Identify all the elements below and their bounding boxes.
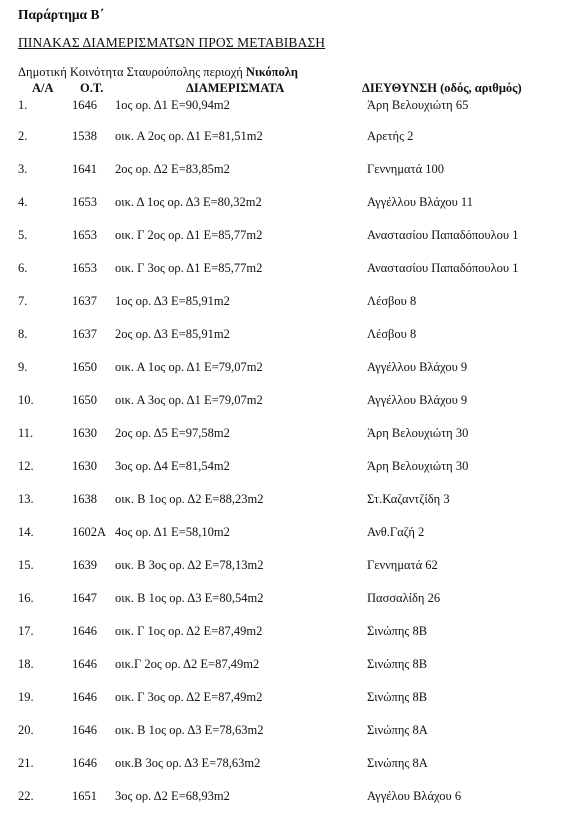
row-address: Σινώπης 8Α (367, 723, 428, 737)
row-ot: 1637 (72, 294, 97, 308)
table-row (0, 261, 571, 279)
row-ot: 1646 (72, 756, 97, 770)
table-row (0, 129, 571, 147)
row-address: Λέσβου 8 (367, 294, 417, 308)
table-row (0, 723, 571, 741)
row-address: Αναστασίου Παπαδόπουλου 1 (367, 261, 519, 275)
row-number: 22. (18, 789, 34, 803)
row-address: Πασσαλίδη 26 (367, 591, 441, 605)
row-apartment: 3ος ορ. Δ4 Ε=81,54m2 (115, 459, 230, 473)
row-number: 3. (18, 162, 28, 176)
row-apartment: 1ος ορ. Δ3 Ε=85,91m2 (115, 294, 230, 308)
row-number: 11. (18, 426, 34, 440)
row-ot: 1647 (72, 591, 97, 605)
row-ot: 1638 (72, 492, 97, 506)
row-ot: 1651 (72, 789, 97, 803)
row-apartment: οικ.Β 3ος ορ. Δ3 Ε=78,63m2 (115, 756, 261, 770)
row-address: Αγγέλλου Βλάχου 9 (367, 360, 468, 374)
row-ot: 1646 (72, 98, 97, 112)
row-apartment: 2ος ορ. Δ2 Ε=83,85m2 (115, 162, 230, 176)
row-apartment: οικ.Γ 2ος ορ. Δ2 Ε=87,49m2 (115, 657, 260, 671)
community-subtitle (18, 65, 298, 80)
row-address: Άρη Βελουχιώτη 30 (367, 459, 469, 473)
row-ot: 1630 (72, 459, 97, 473)
row-ot: 1650 (72, 360, 97, 374)
table-row (0, 162, 571, 180)
row-address: Άρη Βελουχιώτη 30 (367, 426, 469, 440)
subtitle-text: Δημοτική Κοινότητα Σταυρούπολης περιοχή (18, 65, 243, 79)
row-apartment: 3ος ορ. Δ2 Ε=68,93m2 (115, 789, 230, 803)
row-number: 17. (18, 624, 34, 638)
table-row (0, 558, 571, 576)
table-row (0, 426, 571, 444)
row-ot: 1639 (72, 558, 97, 572)
row-address: Σινώπης 8Β (367, 624, 428, 638)
row-address: Άρη Βελουχιώτη 65 (367, 98, 469, 112)
row-ot: 1630 (72, 426, 97, 440)
row-address: Λέσβου 8 (367, 327, 417, 341)
table-row (0, 525, 571, 543)
row-ot: 1637 (72, 327, 97, 341)
table-row (0, 393, 571, 411)
row-address: Σινώπης 8Β (367, 657, 428, 671)
row-number: 1. (18, 98, 28, 112)
row-address: Αγγέλλου Βλάχου 9 (367, 393, 468, 407)
row-address: Στ.Καζαντζίδη 3 (367, 492, 450, 506)
row-number: 7. (18, 294, 28, 308)
table-row (0, 789, 571, 807)
row-number: 5. (18, 228, 28, 242)
row-ot: 1641 (72, 162, 97, 176)
row-number: 19. (18, 690, 34, 704)
row-apartment: οικ. Β 1ος ορ. Δ3 Ε=78,63m2 (115, 723, 264, 737)
row-address: Γεννηματά 100 (367, 162, 445, 176)
table-row (0, 624, 571, 642)
row-number: 12. (18, 459, 34, 473)
row-ot: 1646 (72, 624, 97, 638)
row-ot: 1653 (72, 195, 97, 209)
row-number: 16. (18, 591, 34, 605)
row-number: 10. (18, 393, 34, 407)
row-number: 4. (18, 195, 28, 209)
row-number: 18. (18, 657, 34, 671)
row-ot: 1653 (72, 261, 97, 275)
row-apartment: οικ. Γ 3ος ορ. Δ1 Ε=85,77m2 (115, 261, 263, 275)
row-ot: 1646 (72, 657, 97, 671)
table-row (0, 657, 571, 675)
row-address: Αγγέλλου Βλάχου 11 (367, 195, 473, 209)
subtitle-place: Νικόπολη (245, 65, 298, 79)
row-apartment: οικ. Α 1ος ορ. Δ1 Ε=79,07m2 (115, 360, 263, 374)
row-apartment: 2ος ορ. Δ5 Ε=97,58m2 (115, 426, 230, 440)
row-address: Αναστασίου Παπαδόπουλου 1 (367, 228, 519, 242)
row-ot: 1602Α (72, 525, 107, 539)
row-ot: 1538 (72, 129, 97, 143)
row-number: 21. (18, 756, 34, 770)
col-header-ot: Ο.Τ. (80, 81, 104, 95)
row-apartment: οικ. Β 1ος ορ. Δ3 Ε=80,54m2 (115, 591, 264, 605)
table-row (0, 591, 571, 609)
col-header-aa: Α/Α (32, 81, 54, 95)
table-header (0, 81, 571, 97)
row-ot: 1646 (72, 723, 97, 737)
row-apartment: 1ος ορ. Δ1 Ε=90,94m2 (115, 98, 230, 112)
row-apartment: οικ. Β 3ος ορ. Δ2 Ε=78,13m2 (115, 558, 264, 572)
row-number: 20. (18, 723, 34, 737)
row-number: 14. (18, 525, 34, 539)
col-header-address: ΔΙΕΥΘΥΝΣΗ (οδός, αριθμός) (362, 81, 522, 95)
row-apartment: οικ. Δ 1ος ορ. Δ3 Ε=80,32m2 (115, 195, 262, 209)
row-address: Αγγέλου Βλάχου 6 (367, 789, 462, 803)
row-address: Σινώπης 8Β (367, 690, 428, 704)
row-number: 15. (18, 558, 34, 572)
row-number: 9. (18, 360, 28, 374)
table-title: ΠΙΝΑΚΑΣ ΔΙΑΜΕΡΙΣΜΑΤΩΝ ΠΡΟΣ ΜΕΤΑΒΙΒΑΣΗ (18, 35, 326, 50)
table-row (0, 360, 571, 378)
row-address: Γεννηματά 62 (367, 558, 438, 572)
row-address: Ανθ.Γαζή 2 (367, 525, 425, 539)
row-number: 2. (18, 129, 28, 143)
row-number: 8. (18, 327, 28, 341)
row-apartment: οικ. Γ 3ος ορ. Δ2 Ε=87,49m2 (115, 690, 263, 704)
table-row (0, 690, 571, 708)
row-ot: 1653 (72, 228, 97, 242)
table-row (0, 195, 571, 213)
table-row (0, 98, 571, 116)
row-ot: 1646 (72, 690, 97, 704)
table-row (0, 459, 571, 477)
row-address: Σινώπης 8Α (367, 756, 428, 770)
table-row (0, 756, 571, 774)
row-number: 13. (18, 492, 34, 506)
row-apartment: οικ. Γ 1ος ορ. Δ2 Ε=87,49m2 (115, 624, 263, 638)
table-row (0, 228, 571, 246)
row-address: Αρετής 2 (367, 129, 414, 143)
row-apartment: 2ος ορ. Δ3 Ε=85,91m2 (115, 327, 230, 341)
table-row (0, 327, 571, 345)
row-apartment: οικ. Β 1ος ορ. Δ2 Ε=88,23m2 (115, 492, 264, 506)
row-apartment: οικ. Α 3ος ορ. Δ1 Ε=79,07m2 (115, 393, 263, 407)
row-ot: 1650 (72, 393, 97, 407)
row-apartment: οικ. Α 2ος ορ. Δ1 Ε=81,51m2 (115, 129, 263, 143)
row-number: 6. (18, 261, 28, 275)
row-apartment: 4ος ορ. Δ1 Ε=58,10m2 (115, 525, 230, 539)
table-row (0, 492, 571, 510)
row-apartment: οικ. Γ 2ος ορ. Δ1 Ε=85,77m2 (115, 228, 263, 242)
appendix-heading: Παράρτημα Β΄ (18, 7, 104, 22)
table-row (0, 294, 571, 312)
col-header-apartments: ΔΙΑΜΕΡΙΣΜΑΤΑ (186, 81, 285, 95)
